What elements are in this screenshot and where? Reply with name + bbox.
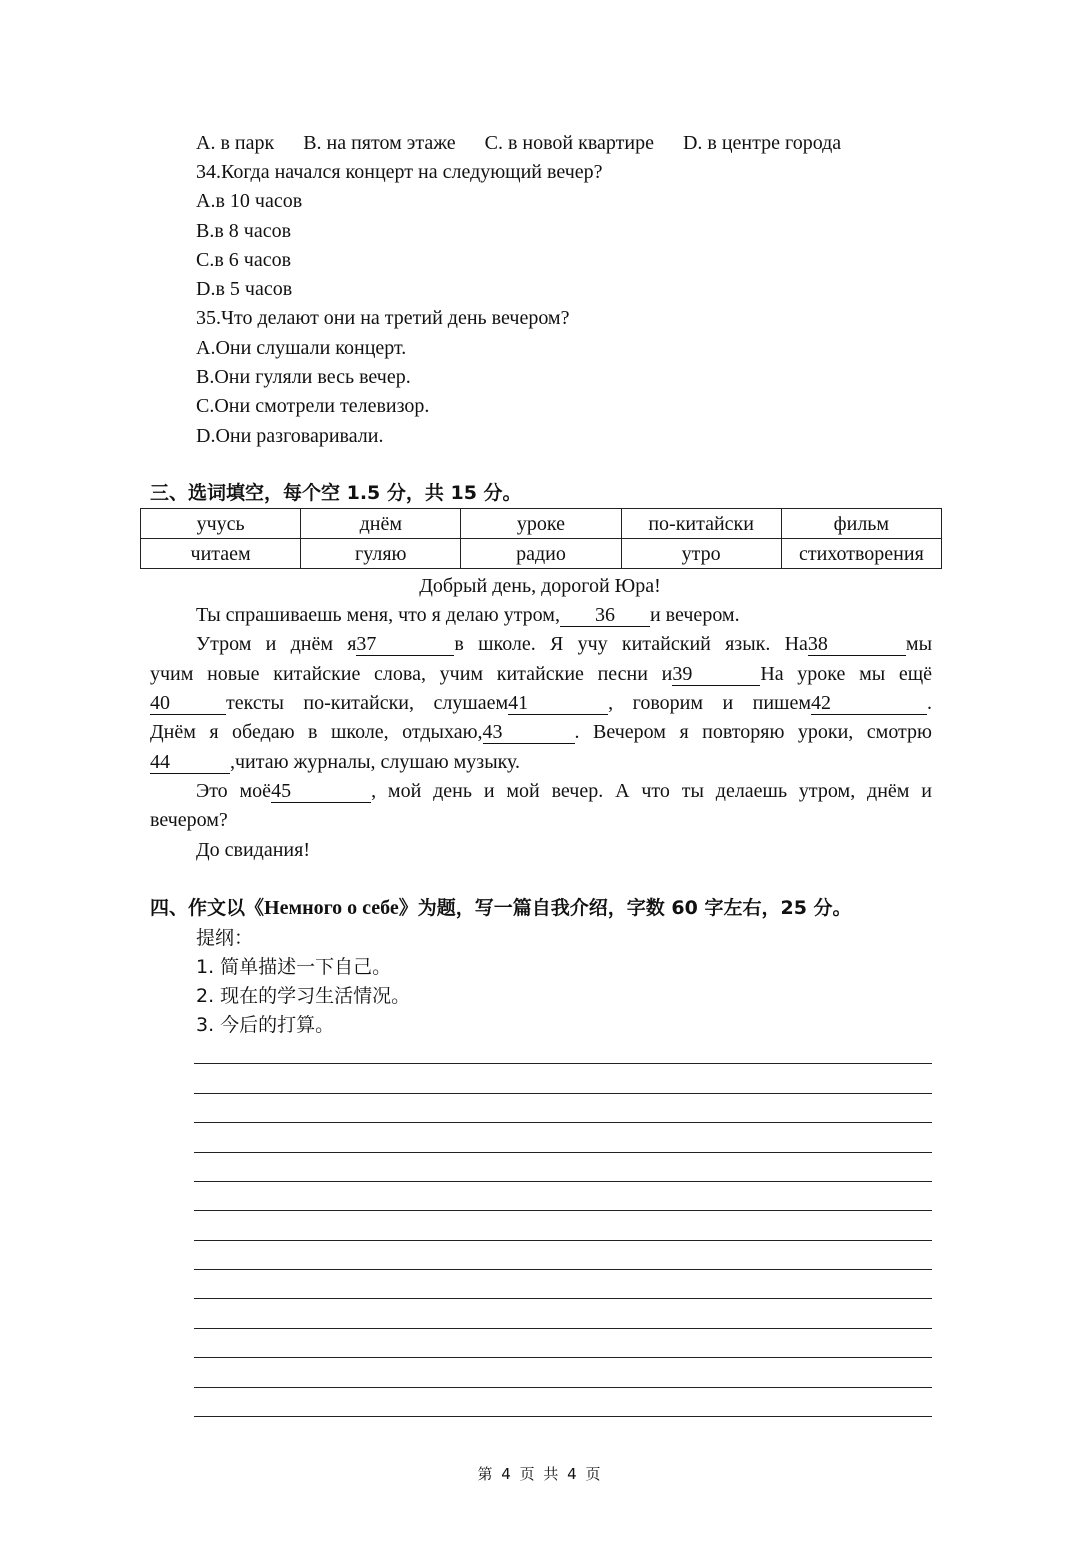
letter-line: вечером? bbox=[150, 809, 228, 831]
word-bank-row bbox=[141, 509, 942, 539]
writing-line[interactable] bbox=[194, 1328, 932, 1329]
blank-43[interactable]: 43 bbox=[483, 721, 575, 744]
letter-text: ,читаю журналы, слушаю музыку. bbox=[230, 751, 521, 773]
letter-text: , говорим и пишем bbox=[608, 692, 811, 714]
outline-item: 1. 简单描述一下自己。 bbox=[196, 956, 392, 978]
blank-39[interactable]: 39 bbox=[672, 663, 760, 686]
blank-45[interactable]: 45 bbox=[271, 780, 371, 803]
letter-text: . bbox=[927, 692, 932, 714]
blank-37[interactable]: 37 bbox=[356, 633, 454, 656]
q33-option-d: D. в центре города bbox=[682, 132, 842, 154]
letter-closing: До свидания! bbox=[196, 839, 310, 861]
word-cell: радио bbox=[461, 539, 621, 569]
q34-option-d: D.в 5 часов bbox=[196, 278, 293, 300]
writing-line[interactable] bbox=[194, 1357, 932, 1358]
letter-text: На уроке мы ещё bbox=[760, 663, 932, 685]
letter-line bbox=[150, 720, 932, 744]
q34-option-a: A.в 10 часов bbox=[196, 190, 303, 212]
letter-text: . Вечером я повторяю уроки, смотрю bbox=[574, 721, 932, 743]
section3-heading: 三、选词填空，每个空 1.5 分，共 15 分。 bbox=[150, 482, 522, 504]
outline-item: 3. 今后的打算。 bbox=[196, 1014, 335, 1036]
q33-option-c: C. в новой квартире bbox=[484, 132, 654, 154]
q33-option-a: A. в парк bbox=[196, 132, 275, 154]
blank-36[interactable]: 36 bbox=[560, 604, 650, 627]
q34-option-c: C.в 6 часов bbox=[196, 249, 292, 271]
section4-heading-prefix: 四、作文以《 bbox=[150, 897, 265, 919]
letter-line bbox=[150, 750, 520, 774]
word-cell: стихотворения bbox=[781, 539, 941, 569]
q33-options bbox=[196, 131, 841, 155]
letter-text: мы bbox=[905, 633, 932, 655]
writing-line[interactable] bbox=[194, 1063, 932, 1064]
word-cell: днём bbox=[301, 509, 461, 539]
blank-41[interactable]: 41 bbox=[508, 692, 608, 715]
q34-question: 34.Когда начался концерт на следующий вечер? bbox=[196, 161, 603, 183]
word-bank-table bbox=[140, 508, 942, 569]
word-cell: гуляю bbox=[301, 539, 461, 569]
q35-question: 35.Что делают они на третий день вечером? bbox=[196, 307, 570, 329]
letter-text: Днём я обедаю в школе, отдыхаю, bbox=[150, 721, 483, 743]
letter-line bbox=[150, 662, 932, 686]
q35-option-b: B.Они гуляли весь вечер. bbox=[196, 366, 411, 388]
writing-line[interactable] bbox=[194, 1181, 932, 1182]
writing-line[interactable] bbox=[194, 1416, 932, 1417]
writing-line[interactable] bbox=[194, 1240, 932, 1241]
letter-text: Это моё bbox=[196, 780, 272, 802]
letter-greeting: Добрый день, дорогой Юра! bbox=[419, 575, 661, 597]
word-cell: читаем bbox=[141, 539, 301, 569]
blank-40[interactable]: 40 bbox=[150, 692, 226, 715]
writing-line[interactable] bbox=[194, 1122, 932, 1123]
letter-line bbox=[196, 632, 932, 656]
letter-line bbox=[196, 779, 932, 803]
word-cell: по-китайски bbox=[621, 509, 781, 539]
blank-42[interactable]: 42 bbox=[811, 692, 927, 715]
writing-line[interactable] bbox=[194, 1152, 932, 1153]
page-footer: 第 4 页 共 4 页 bbox=[477, 1465, 603, 1483]
letter-text: , мой день и мой вечер. А что ты делаешь утром, днём и bbox=[371, 780, 932, 802]
writing-line[interactable] bbox=[194, 1210, 932, 1211]
letter-text: Утром и днём я bbox=[196, 633, 357, 655]
essay-title: Немного о себе bbox=[264, 897, 399, 919]
letter-text: тексты по-китайски, слушаем bbox=[226, 692, 509, 714]
section4-heading bbox=[150, 896, 852, 920]
q35-option-a: A.Они слушали концерт. bbox=[196, 337, 407, 359]
word-cell: учусь bbox=[141, 509, 301, 539]
outline-item: 2. 现在的学习生活情况。 bbox=[196, 985, 411, 1007]
word-bank-row bbox=[141, 539, 942, 569]
q33-option-b: B. на пятом этаже bbox=[303, 132, 456, 154]
letter-text: в школе. Я учу китайский язык. На bbox=[454, 633, 808, 655]
blank-38[interactable]: 38 bbox=[808, 633, 906, 656]
letter-text: Ты спрашиваешь меня, что я делаю утром, bbox=[196, 604, 560, 626]
writing-line[interactable] bbox=[194, 1298, 932, 1299]
letter-line bbox=[150, 691, 932, 715]
word-cell: фильм bbox=[781, 509, 941, 539]
section4-heading-suffix: 》为题，写一篇自我介绍，字数 60 字左右，25 分。 bbox=[398, 897, 852, 919]
writing-line[interactable] bbox=[194, 1093, 932, 1094]
q35-option-c: C.Они смотрели телевизор. bbox=[196, 395, 430, 417]
writing-line[interactable] bbox=[194, 1269, 932, 1270]
q34-option-b: B.в 8 часов bbox=[196, 220, 292, 242]
q35-option-d: D.Они разговаривали. bbox=[196, 425, 384, 447]
word-cell: утро bbox=[621, 539, 781, 569]
letter-text: и вечером. bbox=[649, 604, 740, 626]
outline-label: 提纲： bbox=[196, 927, 254, 949]
word-cell: уроке bbox=[461, 509, 621, 539]
letter-paragraph-1 bbox=[196, 603, 740, 627]
writing-line[interactable] bbox=[194, 1387, 932, 1388]
letter-text: учим новые китайские слова, учим китайские песни и bbox=[150, 663, 673, 685]
blank-44[interactable]: 44 bbox=[150, 751, 230, 774]
